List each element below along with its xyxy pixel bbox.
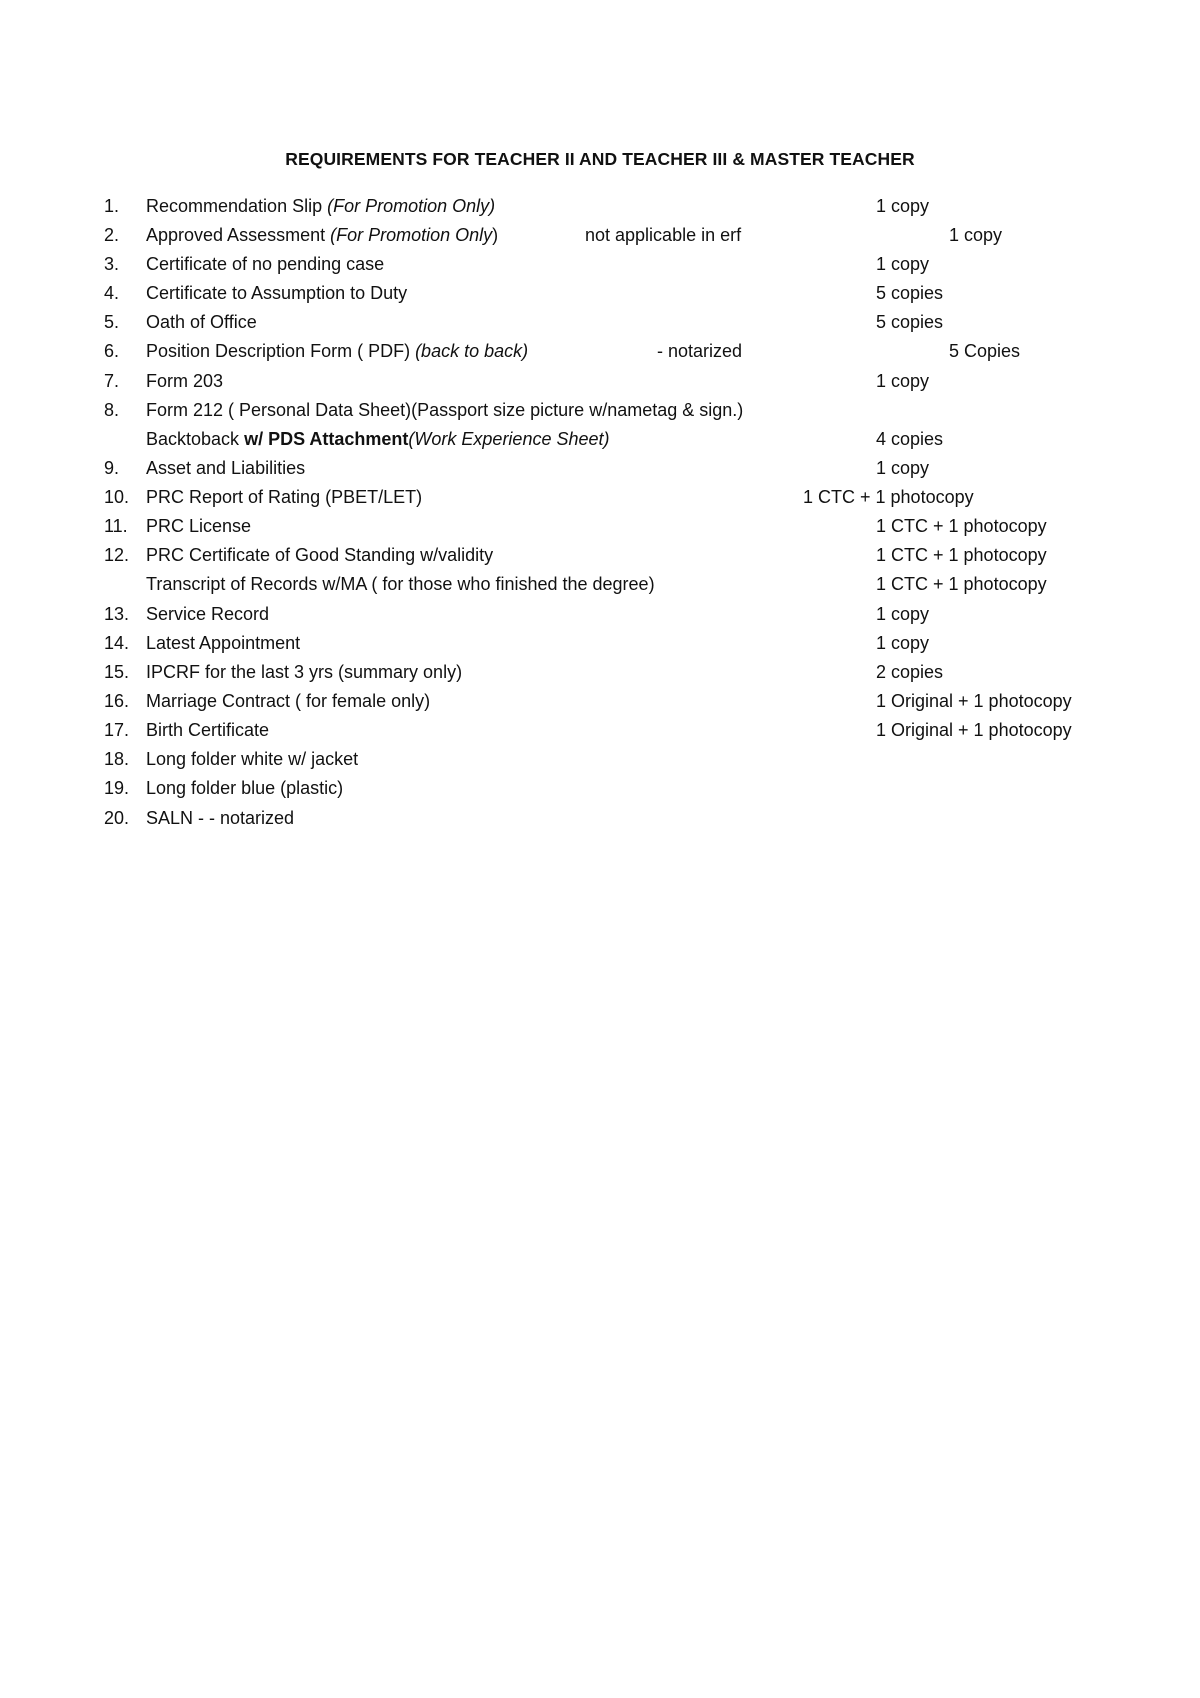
list-item [0, 280, 1200, 306]
list-item [0, 601, 1200, 627]
item-number: 15. [104, 662, 130, 682]
item-label: Form 212 ( Personal Data Sheet)(Passport size picture w/nametag & sign.) [146, 400, 744, 420]
list-item [0, 222, 1200, 248]
item-amount: 1 copy [876, 458, 930, 478]
item-note: (For Promotion Only [330, 225, 493, 245]
list-item [0, 630, 1200, 656]
list-item [0, 746, 1200, 772]
list-item [0, 368, 1200, 394]
list-item [0, 513, 1200, 539]
item-number: 18. [104, 749, 130, 769]
item-note: (For Promotion Only) [327, 196, 496, 216]
document-title: REQUIREMENTS FOR TEACHER II AND TEACHER III & MASTER TEACHER [285, 149, 915, 169]
list-item [0, 309, 1200, 335]
list-item [0, 193, 1200, 219]
list-item [0, 659, 1200, 685]
item-label: Backtoback w/ PDS Attachment(Work Experience Sheet) [146, 429, 610, 449]
item-number: 19. [104, 778, 130, 798]
item-amount: 1 copy [876, 604, 930, 624]
item-label: Asset and Liabilities [146, 458, 306, 478]
item-number: 6. [104, 341, 120, 361]
item-label: Service Record [146, 604, 270, 624]
item-amount: 1 Original + 1 photocopy [876, 691, 1072, 711]
item-number: 16. [104, 691, 130, 711]
item-amount: 1 Original + 1 photocopy [876, 720, 1072, 740]
item-amount: 5 Copies [949, 341, 1021, 361]
item-note: (Work Experience Sheet) [408, 429, 610, 449]
list-item [0, 338, 1200, 364]
item-remark: - notarized [657, 341, 743, 361]
item-note: (back to back) [415, 341, 529, 361]
item-label: Recommendation Slip (For Promotion Only) [146, 196, 496, 216]
item-amount: 1 copy [949, 225, 1003, 245]
item-label: Latest Appointment [146, 633, 301, 653]
item-number: 17. [104, 720, 130, 740]
list-item [0, 775, 1200, 801]
list-item [0, 455, 1200, 481]
item-label: Oath of Office [146, 312, 257, 332]
item-label: Certificate to Assumption to Duty [146, 283, 408, 303]
item-label: Marriage Contract ( for female only) [146, 691, 431, 711]
item-label: Approved Assessment (For Promotion Only) [146, 225, 499, 245]
list-item [0, 251, 1200, 277]
list-item [0, 426, 1200, 452]
item-number: 8. [104, 400, 120, 420]
item-label: Long folder blue (plastic) [146, 778, 344, 798]
item-amount: 1 CTC + 1 photocopy [876, 574, 1047, 594]
list-item [0, 717, 1200, 743]
item-amount: 4 copies [876, 429, 944, 449]
item-label: PRC Report of Rating (PBET/LET) [146, 487, 423, 507]
item-number: 11. [104, 516, 128, 536]
item-number: 9. [104, 458, 120, 478]
item-label: PRC Certificate of Good Standing w/validity [146, 545, 494, 565]
item-number: 2. [104, 225, 120, 245]
item-label: Transcript of Records w/MA ( for those who finished the degree) [146, 574, 655, 594]
item-number: 13. [104, 604, 130, 624]
item-label: IPCRF for the last 3 yrs (summary only) [146, 662, 463, 682]
item-label: PRC License [146, 516, 252, 536]
item-amount: 1 CTC + 1 photocopy [876, 516, 1047, 536]
item-amount: 5 copies [876, 312, 944, 332]
item-amount: 1 copy [876, 254, 930, 274]
item-number: 1. [104, 196, 120, 216]
item-remark: not applicable in erf [585, 225, 742, 245]
item-amount: 1 copy [876, 633, 930, 653]
item-number: 20. [104, 808, 130, 828]
item-label: SALN - - notarized [146, 808, 295, 828]
list-item [0, 805, 1200, 831]
item-number: 14. [104, 633, 130, 653]
item-label: Birth Certificate [146, 720, 270, 740]
list-item [0, 571, 1200, 597]
item-amount: 1 copy [876, 196, 930, 216]
item-number: 12. [104, 545, 130, 565]
item-amount: 1 CTC + 1 photocopy [876, 545, 1047, 565]
list-item [0, 688, 1200, 714]
item-number: 4. [104, 283, 120, 303]
item-label: Position Description Form ( PDF) (back to back) [146, 341, 529, 361]
item-amount: 5 copies [876, 283, 944, 303]
item-number: 3. [104, 254, 120, 274]
item-label: Long folder white w/ jacket [146, 749, 359, 769]
item-amount: 1 copy [876, 371, 930, 391]
list-item [0, 542, 1200, 568]
item-bold-note: w/ PDS Attachment [244, 429, 409, 449]
item-amount: 2 copies [876, 662, 944, 682]
item-label: Form 203 [146, 371, 224, 391]
list-item [0, 484, 1200, 510]
list-item [0, 397, 1200, 423]
item-number: 7. [104, 371, 120, 391]
item-label: Certificate of no pending case [146, 254, 385, 274]
item-number: 10. [104, 487, 130, 507]
item-number: 5. [104, 312, 120, 332]
item-amount: 1 CTC + 1 photocopy [803, 487, 974, 507]
